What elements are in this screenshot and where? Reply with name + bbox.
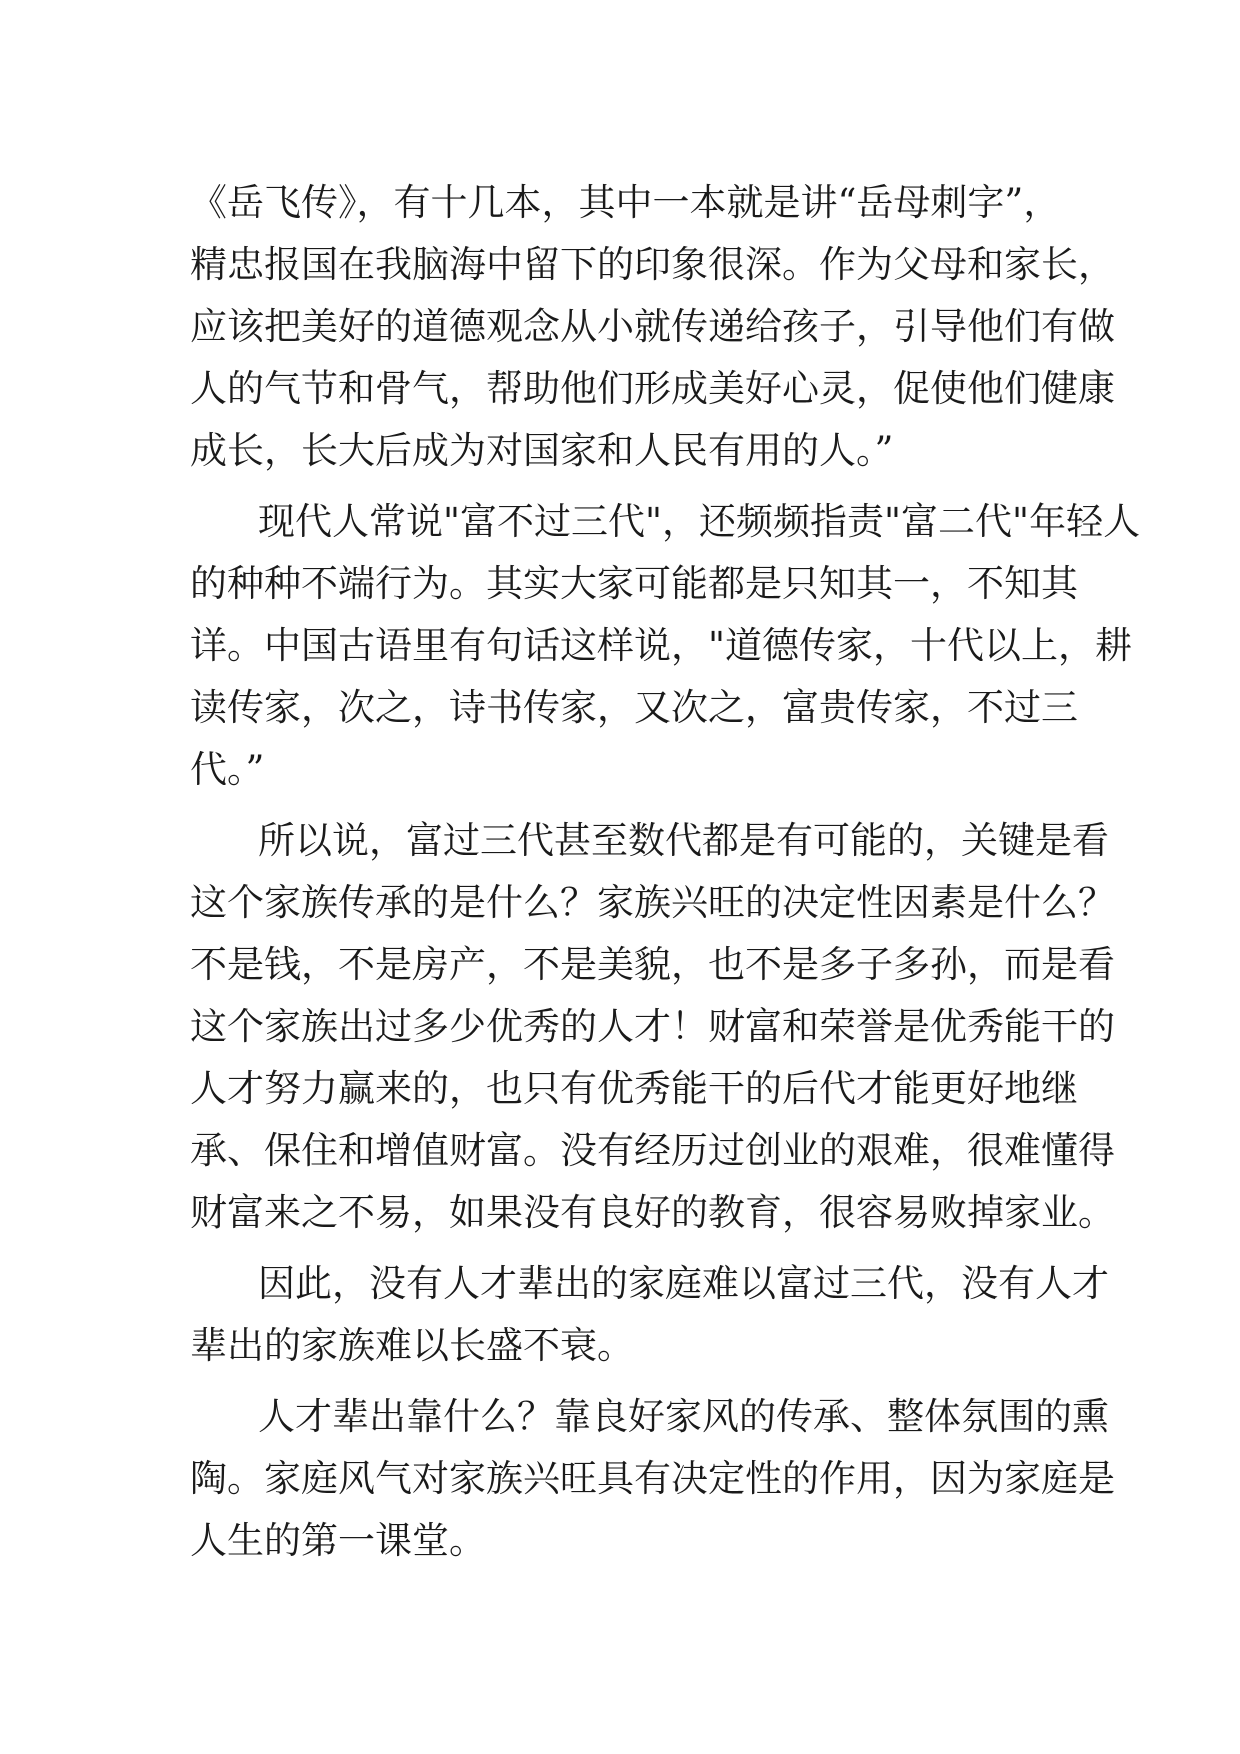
text-line: 辈出的家族难以长盛不衰。: [190, 1324, 634, 1367]
paragraph-spacer: [190, 1244, 1070, 1253]
text-line: 人才辈出靠什么？靠良好家风的传承、整体氛围的熏: [258, 1395, 1109, 1438]
text-line: 这个家族传承的是什么？家族兴旺的决定性因素是什么？: [190, 881, 1115, 924]
text-line: 所以说，富过三代甚至数代都是有可能的，关键是看: [258, 819, 1109, 862]
text-line: 代。”: [190, 748, 265, 791]
text-line: 成长，长大后成为对国家和人民有用的人。”: [190, 429, 894, 472]
text-line: 财富来之不易，如果没有良好的教育，很容易败掉家业。: [190, 1191, 1115, 1234]
text-line: 因此，没有人才辈出的家庭难以富过三代，没有人才: [258, 1262, 1109, 1305]
paragraph-spacer: [190, 1377, 1070, 1386]
text-line: 陶。家庭风气对家族兴旺具有决定性的作用，因为家庭是: [190, 1457, 1115, 1500]
text-line: 应该把美好的道德观念从小就传递给孩子，引导他们有做: [190, 305, 1115, 348]
text-line: 现代人常说"富不过三代"，还频频指责"富二代"年轻人: [258, 500, 1141, 543]
paragraph: [190, 172, 1115, 482]
document-body: [190, 172, 1141, 1572]
text-line: 详。中国古语里有句话这样说，"道德传家，十代以上，耕: [190, 624, 1133, 667]
paragraph: [190, 1253, 1109, 1377]
text-line: 人生的第一课堂。: [190, 1519, 486, 1562]
text-line: 精忠报国在我脑海中留下的印象很深。作为父母和家长，: [190, 243, 1115, 286]
text-line: 人的气节和骨气，帮助他们形成美好心灵，促使他们健康: [190, 367, 1115, 410]
text-line: 读传家，次之，诗书传家，又次之，富贵传家，不过三: [190, 686, 1078, 729]
text-line: 的种种不端行为。其实大家可能都是只知其一，不知其: [190, 562, 1078, 605]
paragraph: [190, 1386, 1115, 1572]
text-line: 承、保住和增值财富。没有经历过创业的艰难，很难懂得: [190, 1129, 1115, 1172]
text-line: 不是钱，不是房产，不是美貌，也不是多子多孙，而是看: [190, 943, 1115, 986]
paragraph-spacer: [190, 482, 1070, 491]
text-line: 《岳飞传》，有十几本，其中一本就是讲“岳母刺字”，: [190, 181, 1061, 224]
paragraph-spacer: [190, 801, 1070, 810]
paragraph: [190, 491, 1141, 801]
paragraph: [190, 810, 1115, 1244]
text-line: 这个家族出过多少优秀的人才！财富和荣誉是优秀能干的: [190, 1005, 1115, 1048]
text-line: 人才努力赢来的，也只有优秀能干的后代才能更好地继: [190, 1067, 1078, 1110]
